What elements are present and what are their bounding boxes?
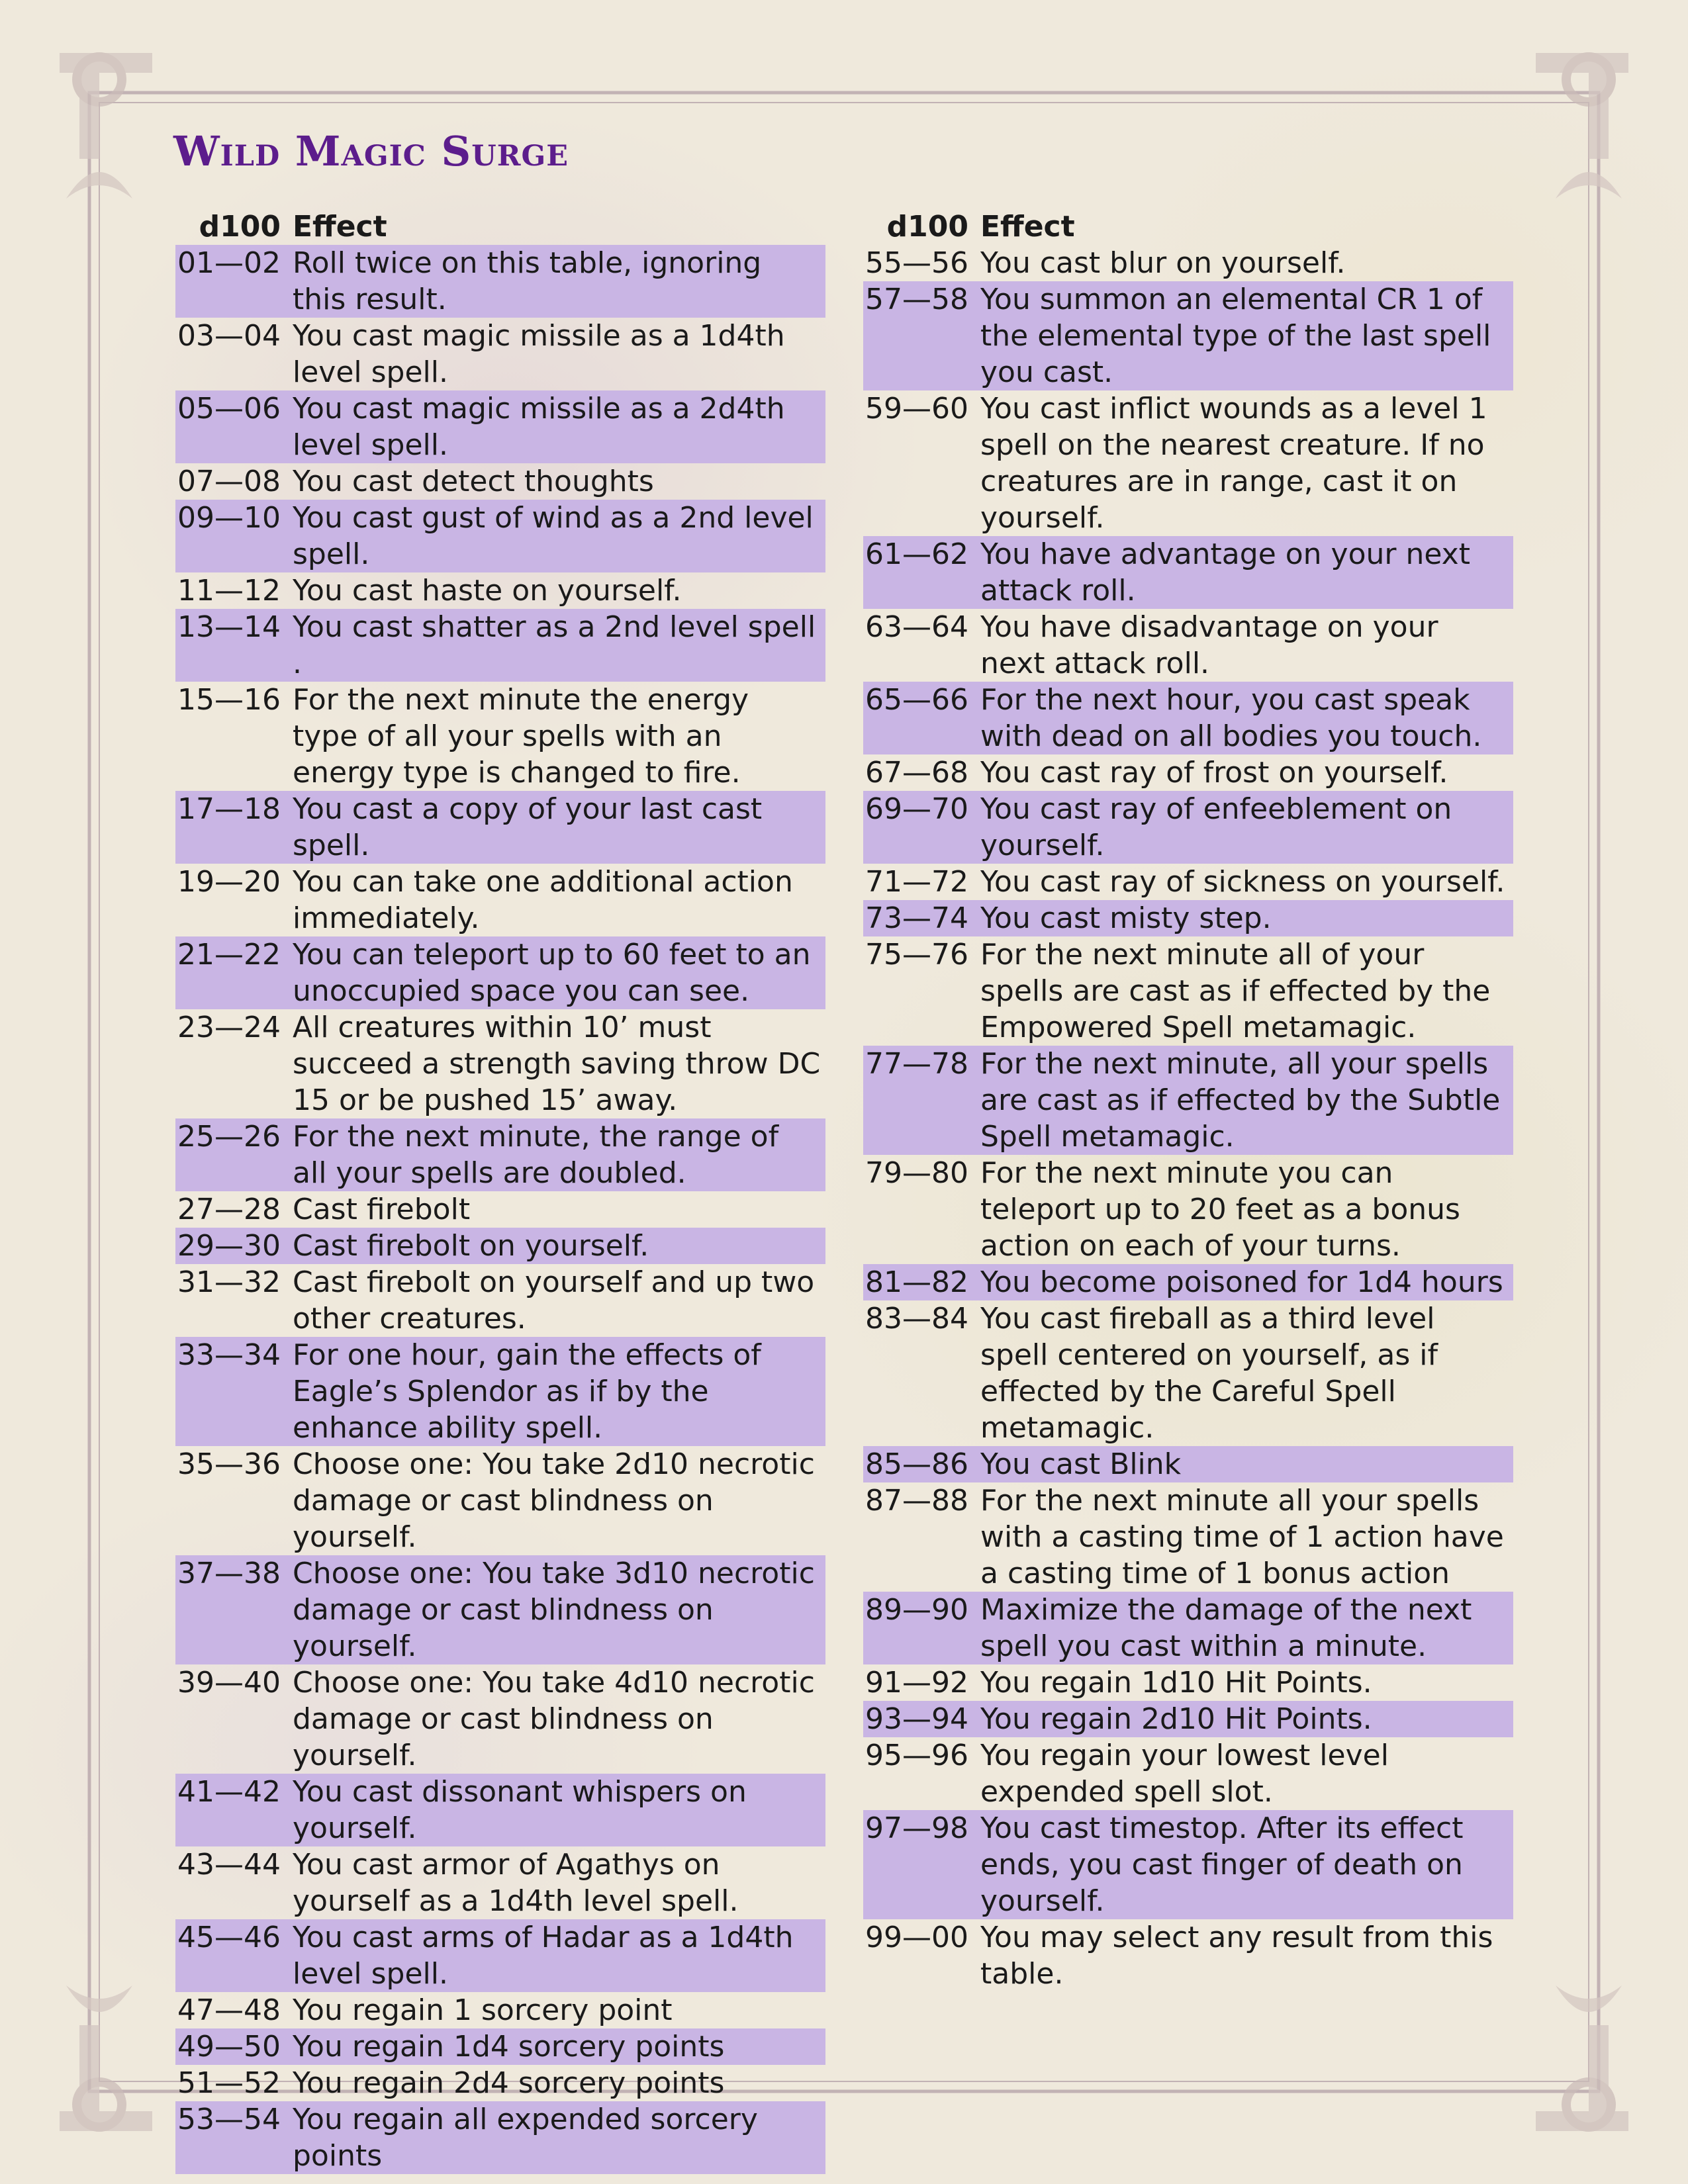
effect-text: Cast firebolt on yourself. [293,1229,649,1263]
roll-range: 93—94 [865,1702,968,1736]
surge-table-left [175,205,825,2174]
roll-range: 99—00 [865,1921,968,1954]
roll-range: 11—12 [177,574,281,608]
effect-text: You have disadvantage on your next attack roll. [980,610,1438,680]
table-row [863,1155,1513,1264]
roll-range: 83—84 [865,1302,968,1336]
effect-text: Cast firebolt on yourself and up two other creatures. [293,1265,815,1336]
table-header [175,205,825,245]
effect-text: For the next minute all your spells with a casting time of 1 action have a casting time of 1 bonus action [980,1484,1504,1590]
effect-text: For the next minute all of your spells are cast as if effected by the Empowered Spell metamagic. [980,938,1491,1044]
roll-range: 81—82 [865,1265,968,1299]
roll-range: 29—30 [177,1229,281,1263]
table-row [863,900,1513,936]
roll-range: 85—86 [865,1447,968,1481]
roll-range: 01—02 [177,246,281,280]
roll-range: 65—66 [865,683,968,717]
table-row [863,1701,1513,1737]
table-row [175,609,825,682]
roll-range: 17—18 [177,792,281,826]
roll-range: 31—32 [177,1265,281,1299]
effect-text: You cast detect thoughts [293,465,654,498]
effect-text: You cast Blink [980,1447,1182,1481]
roll-range: 73—74 [865,901,968,935]
effect-text: For one hour, gain the effects of Eagle’s Splendor as if by the enhance ability spell. [293,1338,761,1445]
table-row [175,318,825,390]
effect-text: Choose one: You take 4d10 necrotic damage or cast blindness on yourself. [293,1666,815,1772]
roll-range: 39—40 [177,1666,281,1700]
table-row [863,609,1513,682]
effect-text: All creatures within 10’ must succeed a strength saving throw DC 15 or be pushed 15’ away. [293,1011,821,1117]
roll-range: 45—46 [177,1921,281,1954]
table-row [175,1992,825,2028]
table-row [175,1846,825,1919]
roll-range: 47—48 [177,1993,281,2027]
table-row [175,1446,825,1555]
effect-text: You may select any result from this table. [980,1921,1493,1991]
effect-text: You cast timestop. After its effect ends, you cast finger of death on yourself. [980,1811,1464,1918]
table-row [863,536,1513,609]
roll-range: 15—16 [177,683,281,717]
effect-text: You regain 1d4 sorcery points [293,2030,725,2064]
roll-range: 35—36 [177,1447,281,1481]
corner-ornament-icon [60,53,152,199]
roll-range: 57—58 [865,283,968,316]
table-row [175,2028,825,2065]
effect-text: You cast inflict wounds as a level 1 spell on the nearest creature. If no creatures are in range, cast it on yourself. [980,392,1487,535]
effect-text: For the next minute the energy type of all your spells with an energy type is changed to fire. [293,683,749,790]
table-row [175,463,825,500]
effect-text: You cast fireball as a third level spell centered on yourself, as if effected by the Careful Spell metamagic. [980,1302,1438,1445]
effect-text: You summon an elemental CR 1 of the elemental type of the last spell you cast. [980,283,1491,389]
table-row [863,1446,1513,1482]
effect-column-header: Effect [293,210,387,244]
effect-text: You cast ray of frost on yourself. [980,756,1448,790]
effect-text: You can take one additional action immediately. [293,865,793,935]
effect-text: You cast magic missile as a 2d4th level spell. [293,392,785,462]
effect-text: You can teleport up to 60 feet to an unoccupied space you can see. [293,938,811,1008]
roll-range: 07—08 [177,465,281,498]
page-title: Wild Magic Surge [173,127,569,175]
effect-text: For the next minute you can teleport up to 20 feet as a bonus action on each of your turns. [980,1156,1460,1263]
effect-text: Cast firebolt [293,1193,471,1226]
roll-range: 53—54 [177,2103,281,2136]
effect-text: For the next minute, the range of all your spells are doubled. [293,1120,779,1190]
effect-text: Maximize the damage of the next spell you cast within a minute. [980,1593,1472,1663]
table-row [175,500,825,572]
roll-range: 51—52 [177,2066,281,2100]
effect-text: You cast haste on yourself. [293,574,682,608]
roll-range: 25—26 [177,1120,281,1154]
effect-text: You regain 1d10 Hit Points. [980,1666,1372,1700]
roll-range: 41—42 [177,1775,281,1809]
table-row [863,936,1513,1046]
effect-column-header: Effect [980,210,1075,244]
roll-range: 33—34 [177,1338,281,1372]
effect-text: You cast ray of sickness on yourself. [980,865,1505,899]
effect-text: You regain all expended sorcery points [293,2103,758,2173]
table-row [175,572,825,609]
table-row [863,1264,1513,1300]
roll-range: 55—56 [865,246,968,280]
effect-text: You cast magic missile as a 1d4th level spell. [293,319,785,389]
effect-text: You cast misty step. [980,901,1272,935]
table-row [863,1482,1513,1592]
table-row [863,791,1513,864]
roll-range: 03—04 [177,319,281,353]
effect-text: You cast gust of wind as a 2nd level spell. [293,501,814,571]
table-row [863,682,1513,754]
effect-text: You cast a copy of your last cast spell. [293,792,763,862]
table-row [175,390,825,463]
table-row [863,1810,1513,1919]
roll-range: 63—64 [865,610,968,644]
effect-text: You have advantage on your next attack roll. [980,537,1470,608]
roll-column-header: d100 [886,210,968,244]
roll-range: 97—98 [865,1811,968,1845]
roll-range: 79—80 [865,1156,968,1190]
effect-text: You cast dissonant whispers on yourself. [293,1775,747,1845]
roll-range: 27—28 [177,1193,281,1226]
effect-text: You cast blur on yourself. [980,246,1346,280]
roll-range: 13—14 [177,610,281,644]
effect-text: For the next hour, you cast speak with dead on all bodies you touch. [980,683,1482,753]
roll-range: 21—22 [177,938,281,972]
table-row [175,1191,825,1228]
table-row [175,1555,825,1664]
effect-text: You regain 2d10 Hit Points. [980,1702,1372,1736]
effect-text: You regain your lowest level expended spell slot. [980,1739,1389,1809]
effect-text: You regain 1 sorcery point [293,1993,673,2027]
roll-range: 77—78 [865,1047,968,1081]
surge-table-right [863,205,1513,1992]
effect-text: You become poisoned for 1d4 hours [980,1265,1503,1299]
table-row [863,1664,1513,1701]
roll-range: 61—62 [865,537,968,571]
table-header [863,205,1513,245]
effect-text: You cast shatter as a 2nd level spell . [293,610,816,680]
corner-ornament-icon [60,1985,152,2131]
table-row [175,245,825,318]
table-row [863,1300,1513,1446]
table-row [863,390,1513,536]
roll-range: 95—96 [865,1739,968,1772]
table-row [863,1046,1513,1155]
table-row [175,682,825,791]
roll-range: 67—68 [865,756,968,790]
roll-range: 75—76 [865,938,968,972]
roll-range: 09—10 [177,501,281,535]
roll-range: 05—06 [177,392,281,426]
effect-text: You cast ray of enfeeblement on yourself. [980,792,1452,862]
roll-range: 59—60 [865,392,968,426]
table-row [175,1919,825,1992]
effect-text: Choose one: You take 3d10 necrotic damage or cast blindness on yourself. [293,1557,815,1663]
table-row [175,1337,825,1446]
table-row [863,1737,1513,1810]
effect-text: You cast arms of Hadar as a 1d4th level spell. [293,1921,794,1991]
table-row [175,1264,825,1337]
roll-range: 71—72 [865,865,968,899]
roll-range: 91—92 [865,1666,968,1700]
roll-range: 87—88 [865,1484,968,1518]
roll-range: 23—24 [177,1011,281,1044]
table-row [863,1919,1513,1992]
roll-range: 43—44 [177,1848,281,1882]
roll-column-header: d100 [199,210,281,244]
roll-range: 37—38 [177,1557,281,1590]
table-row [863,754,1513,791]
roll-range: 19—20 [177,865,281,899]
effect-text: You regain 2d4 sorcery points [293,2066,725,2100]
roll-range: 49—50 [177,2030,281,2064]
table-row [863,864,1513,900]
table-row [175,1774,825,1846]
roll-range: 69—70 [865,792,968,826]
effect-text: For the next minute, all your spells are cast as if effected by the Subtle Spell metamagic. [980,1047,1501,1154]
table-row [175,2065,825,2101]
roll-range: 89—90 [865,1593,968,1627]
corner-ornament-icon [1536,53,1628,199]
table-row [175,864,825,936]
effect-text: Choose one: You take 2d10 necrotic damage or cast blindness on yourself. [293,1447,815,1554]
table-row [175,1009,825,1118]
table-row [175,791,825,864]
table-row [863,1592,1513,1664]
effect-text: You cast armor of Agathys on yourself as a 1d4th level spell. [293,1848,739,1918]
table-row [175,1664,825,1774]
table-row [863,245,1513,281]
corner-ornament-icon [1536,1985,1628,2131]
table-row [175,1118,825,1191]
table-row [175,2101,825,2174]
effect-text: Roll twice on this table, ignoring this result. [293,246,762,316]
table-row [863,281,1513,390]
table-row [175,1228,825,1264]
table-row [175,936,825,1009]
